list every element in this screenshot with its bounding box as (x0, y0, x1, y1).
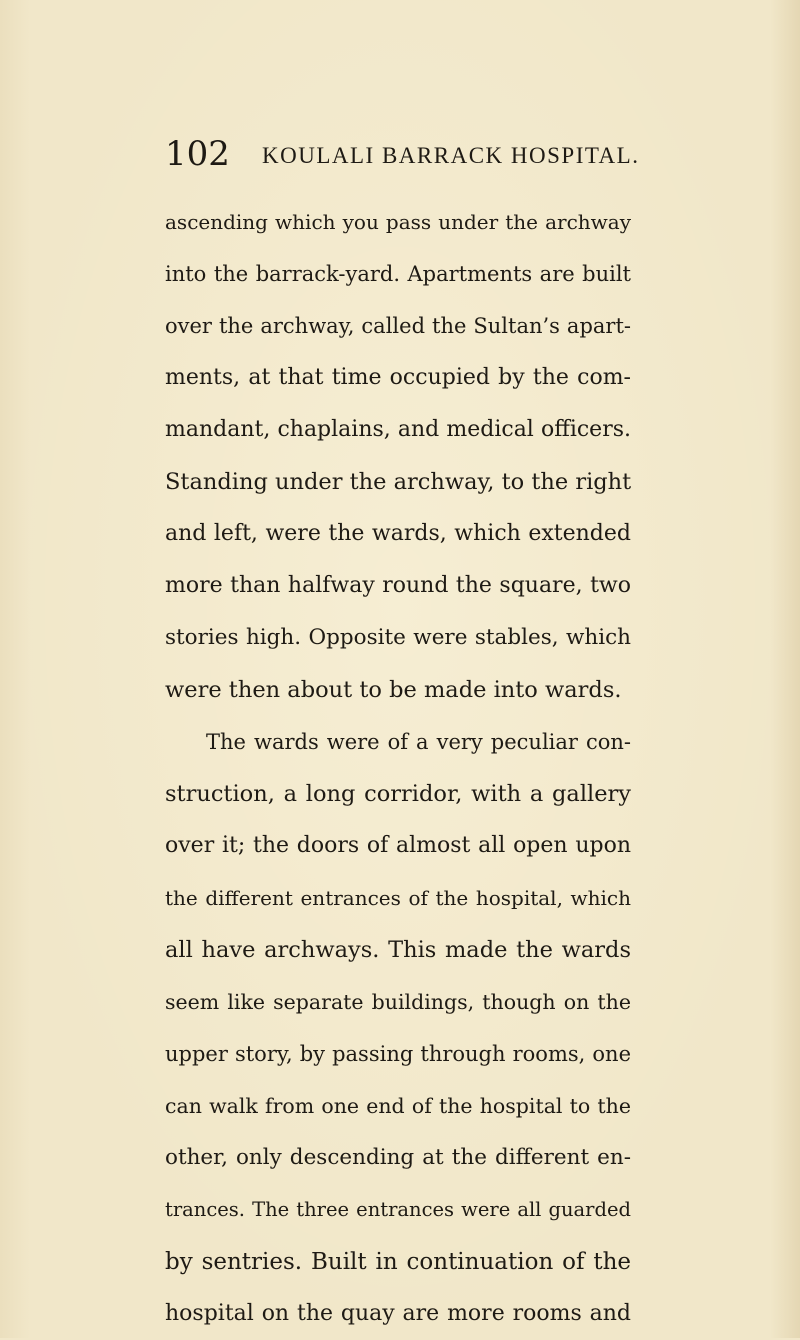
text-line: other, only descending at the different en- (165, 1145, 631, 1170)
text-line: seem like separate buildings, though on the (165, 990, 631, 1014)
text-line: and left, were the wards, which extended (165, 521, 631, 546)
text-line: more than halfway round the square, two (165, 573, 631, 598)
text-line: hospital on the quay are more rooms and (165, 1301, 631, 1326)
text-line: struction, a long corridor, with a gallery (165, 781, 631, 807)
text-line: stories high. Opposite were stables, which (165, 625, 631, 650)
text-line: over it; the doors of almost all open upon (165, 833, 631, 858)
running-title: KOULALI BARRACK HOSPITAL. (262, 143, 640, 168)
text-line: trances. The three entrances were all guarded (165, 1198, 631, 1221)
running-head (165, 132, 640, 176)
paragraph-start-line: The wards were of a very peculiar con- (206, 730, 631, 754)
text-line: ments, at that time occupied by the com- (165, 365, 631, 390)
text-line: into the barrack-yard. Apartments are built (165, 262, 631, 286)
body-text (165, 196, 631, 1340)
page-number: 102 (165, 134, 230, 174)
text-line: ascending which you pass under the archway (165, 210, 631, 234)
text-line: Standing under the archway, to the right (165, 469, 631, 495)
text-line: can walk from one end of the hospital to the (165, 1094, 631, 1118)
text-line: all have archways. This made the wards (165, 937, 631, 963)
text-line: mandant, chaplains, and medical officers. (165, 417, 631, 442)
paragraph-end-line: were then about to be made into wards. (165, 677, 622, 703)
text-line: over the archway, called the Sultan’s apart- (165, 314, 631, 338)
text-line: by sentries. Built in continuation of the (165, 1249, 631, 1275)
text-line: the different entrances of the hospital, which (165, 886, 631, 910)
text-line: upper story, by passing through rooms, one (165, 1042, 631, 1066)
